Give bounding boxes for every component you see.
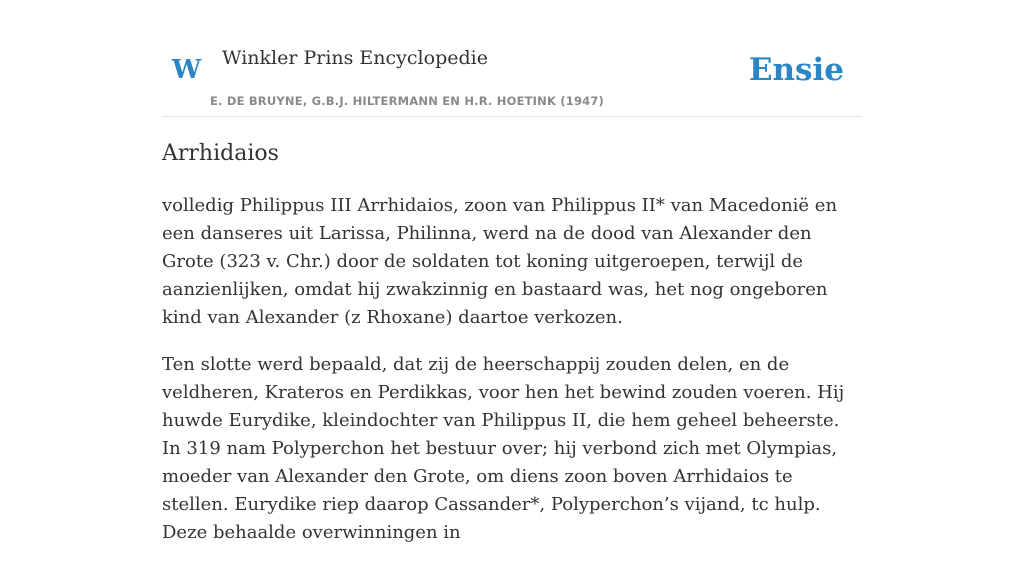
book-authors: E. DE BRUYNE, G.B.J. HILTERMANN EN H.R. HOETINK (1947) — [210, 94, 605, 108]
encyclopedia-logo-icon[interactable]: W — [172, 55, 202, 85]
book-title-link[interactable]: Winkler Prins Encyclopedie — [222, 47, 488, 69]
article-title: Arrhidaios — [162, 141, 279, 166]
site-header — [162, 0, 862, 117]
article-paragraph: volledig Philippus III Arrhidaios, zoon van Philippus II* van Macedonië en een danseres uit Larissa, Philinna, werd na de dood van Alexander den Grote (323 v. Chr.) door de soldaten tot koning uitgeroepen, terwijl de aanzienlijken, omdat hij zwakzinnig en bastaard was, het nog ongeboren kind van Alexander (z Rhoxane) daartoe verkozen. — [162, 195, 838, 328]
article-paragraph: Ten slotte werd bepaald, dat zij de heerschappij zouden delen, en de veldheren, Krateros en Perdikkas, voor hen het bewind zouden voeren. Hij huwde Eurydike, kleindochter van Philippus II, die hem geheel beheerste. In 319 nam Polyperchon het bestuur over; hij verbond zich met Olympias, moeder van Alexander den Grote, om diens zoon boven Arrhidaios te stellen. Eurydike riep daarop Cassander*, Polyperchon’s vijand, tc hulp. Deze behaalde overwinningen in — [162, 354, 845, 543]
ensie-logo-link[interactable]: Ensie — [748, 52, 844, 88]
article-body — [162, 192, 862, 566]
